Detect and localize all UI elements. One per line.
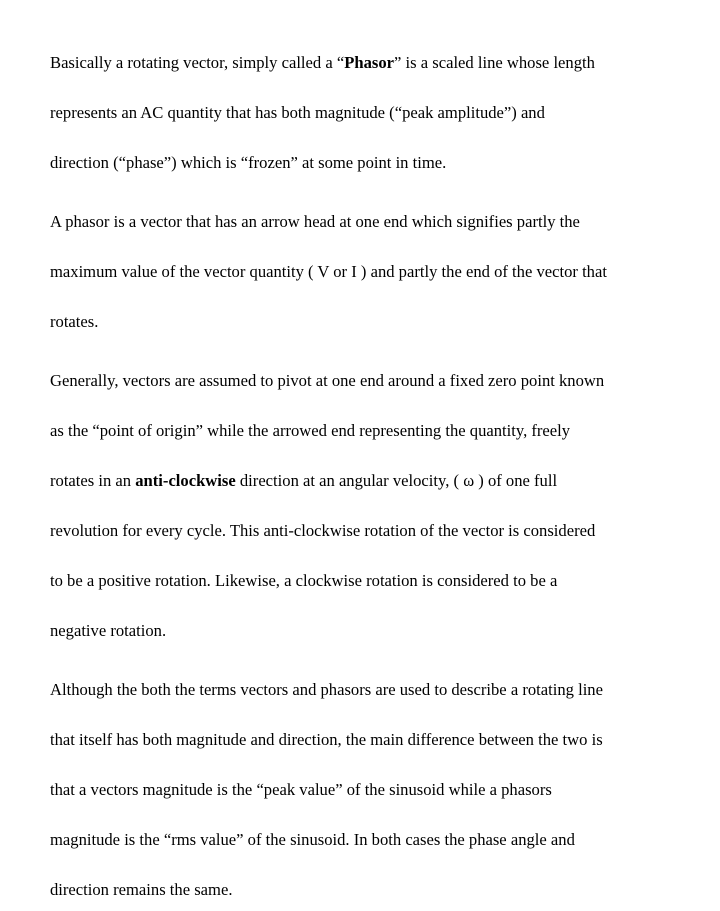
text-line: direction at an angular velocity, ( ω ) of one full (235, 471, 558, 490)
text-line: ” is a scaled line whose length (394, 53, 595, 72)
paragraph-arrow-head (50, 184, 670, 334)
bold-term-anti-clockwise: anti-clockwise (135, 471, 236, 490)
text-line: to be a positive rotation. Likewise, a clockwise rotation is considered to be a (50, 571, 558, 590)
text-line: direction (“phase”) which is “frozen” at some point in time. (50, 153, 447, 172)
text-line: that a vectors magnitude is the “peak value” of the sinusoid while a phasors (50, 780, 552, 799)
paragraph-phasor-definition (50, 25, 670, 175)
text-line: as the “point of origin” while the arrowed end representing the quantity, freely (50, 421, 571, 440)
text-line: negative rotation. (50, 621, 167, 640)
text-line: Basically a rotating vector, simply called a “ (50, 53, 345, 72)
text-line: A phasor is a vector that has an arrow head at one end which signifies partly the (50, 212, 580, 231)
text-line: magnitude is the “rms value” of the sinusoid. In both cases the phase angle and (50, 830, 575, 849)
text-line: maximum value of the vector quantity ( V or I ) and partly the end of the vector that (50, 262, 607, 281)
paragraph-rotation (50, 343, 670, 643)
text-line: that itself has both magnitude and direction, the main difference between the two is (50, 730, 603, 749)
document-body (50, 25, 670, 911)
text-line: rotates in an (50, 471, 136, 490)
text-line: Generally, vectors are assumed to pivot at one end around a fixed zero point known (50, 371, 605, 390)
text-line: direction remains the same. (50, 880, 233, 899)
text-line: rotates. (50, 312, 99, 331)
text-line: represents an AC quantity that has both magnitude (“peak amplitude”) and (50, 103, 545, 122)
text-line: Although the both the terms vectors and phasors are used to describe a rotating line (50, 680, 603, 699)
paragraph-vector-vs-phasor (50, 652, 670, 902)
bold-term-phasor: Phasor (344, 53, 395, 72)
text-line: revolution for every cycle. This anti-clockwise rotation of the vector is considered (50, 521, 596, 540)
